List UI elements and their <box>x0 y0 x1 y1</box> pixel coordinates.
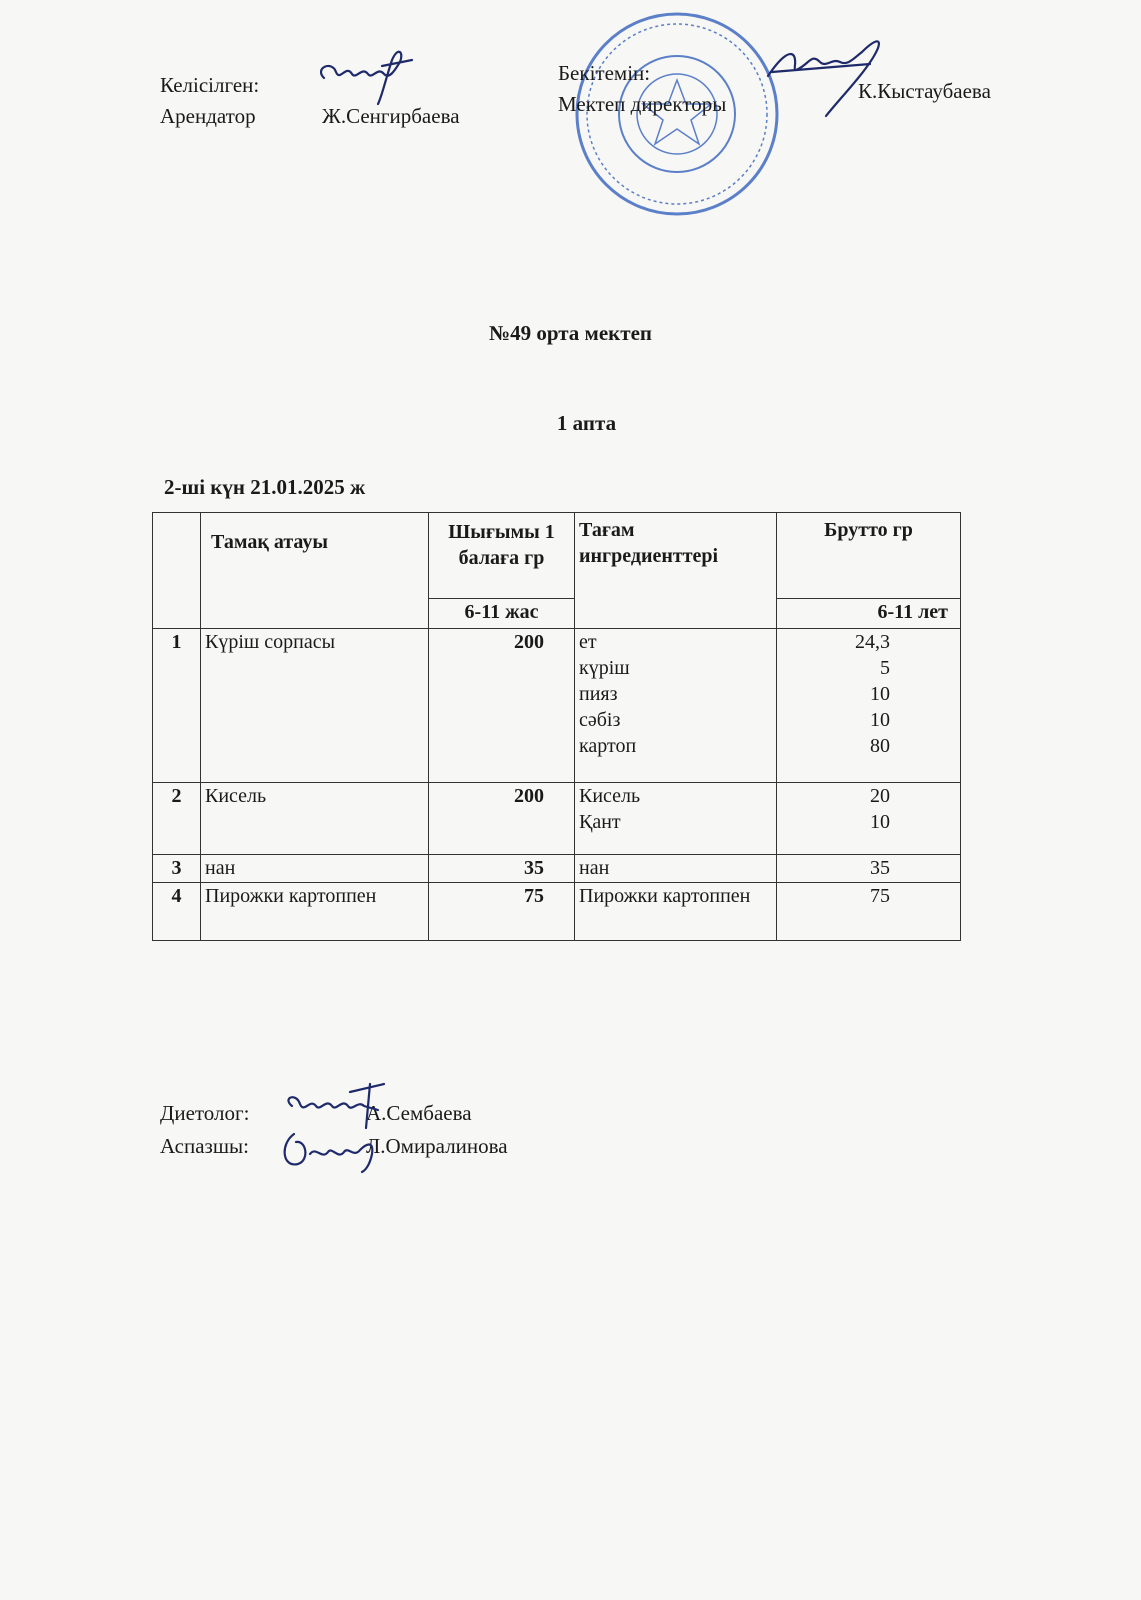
row-number: 1 <box>153 629 201 783</box>
tenant-label: Арендатор <box>160 104 256 128</box>
table-row <box>153 855 961 883</box>
brutto-value: 10 <box>870 709 890 731</box>
brutto-value: 35 <box>870 857 890 879</box>
ingredient: ет <box>579 631 597 653</box>
cook-signature <box>276 1124 388 1180</box>
ingredient: Пирожки картоппен <box>579 885 751 907</box>
cook-name: Л.Омиралинова <box>366 1134 508 1158</box>
dish-brutto <box>777 783 961 855</box>
ingredient: күріш <box>579 657 630 679</box>
brutto-value: 10 <box>870 811 890 833</box>
menu-table <box>152 512 961 941</box>
table-row <box>153 883 961 941</box>
header-output: Шығымы 1 балаға гр <box>429 513 575 599</box>
director-label: Мектеп директоры <box>558 92 727 116</box>
brutto-value: 80 <box>870 735 890 757</box>
dish-name: Кисель <box>201 783 429 855</box>
dietitian-label: Диетолог: <box>160 1101 250 1125</box>
header-num-cell <box>153 513 201 629</box>
dish-brutto <box>777 883 961 941</box>
brutto-value: 5 <box>880 657 890 679</box>
director-name: К.Кыстаубаева <box>858 79 991 103</box>
table-row <box>153 629 961 783</box>
brutto-value: 20 <box>870 785 890 807</box>
ingredient: картоп <box>579 735 637 757</box>
table-row <box>153 783 961 855</box>
row-number: 3 <box>153 855 201 883</box>
brutto-value: 75 <box>870 885 890 907</box>
cook-label: Аспазшы: <box>160 1134 249 1158</box>
tenant-signature <box>312 38 422 108</box>
agreed-label: Келісілген: <box>160 73 260 97</box>
ingredient: пияз <box>579 683 618 705</box>
dietitian-name: А.Сембаева <box>366 1101 472 1125</box>
header-age-brutto: 6-11 лет <box>777 599 961 629</box>
dish-ingredients <box>575 629 777 783</box>
ingredient: Кисель <box>579 785 641 807</box>
dish-output: 200 <box>429 783 575 855</box>
header-brutto: Брутто гр <box>777 513 961 599</box>
dish-ingredients <box>575 883 777 941</box>
dish-output: 200 <box>429 629 575 783</box>
director-signature <box>750 28 900 123</box>
dish-brutto <box>777 629 961 783</box>
school-title: №49 орта мектеп <box>488 321 653 345</box>
brutto-value: 10 <box>870 683 890 705</box>
dish-ingredients <box>575 855 777 883</box>
dish-name: нан <box>201 855 429 883</box>
header-name: Тамақ атауы <box>201 513 429 629</box>
dish-brutto <box>777 855 961 883</box>
ingredient: Қант <box>579 811 621 833</box>
tenant-name: Ж.Сенгирбаева <box>322 104 460 128</box>
ingredient: сәбіз <box>579 709 621 731</box>
dish-output: 75 <box>429 883 575 941</box>
dish-output: 35 <box>429 855 575 883</box>
dish-ingredients <box>575 783 777 855</box>
row-number: 4 <box>153 883 201 941</box>
ingredient: нан <box>579 857 610 879</box>
day-date-line: 2-ші күн 21.01.2025 ж <box>164 475 366 499</box>
dish-name: Күріш сорпасы <box>201 629 429 783</box>
approved-label: Бекітемін: <box>558 61 651 85</box>
row-number: 2 <box>153 783 201 855</box>
week-title: 1 апта <box>556 411 617 435</box>
brutto-value: 24,3 <box>855 631 890 653</box>
header-ingredients: Тағам ингредиенттері <box>575 513 777 629</box>
header-age-output: 6-11 жас <box>429 599 575 629</box>
dish-name: Пирожки картоппен <box>201 883 429 941</box>
